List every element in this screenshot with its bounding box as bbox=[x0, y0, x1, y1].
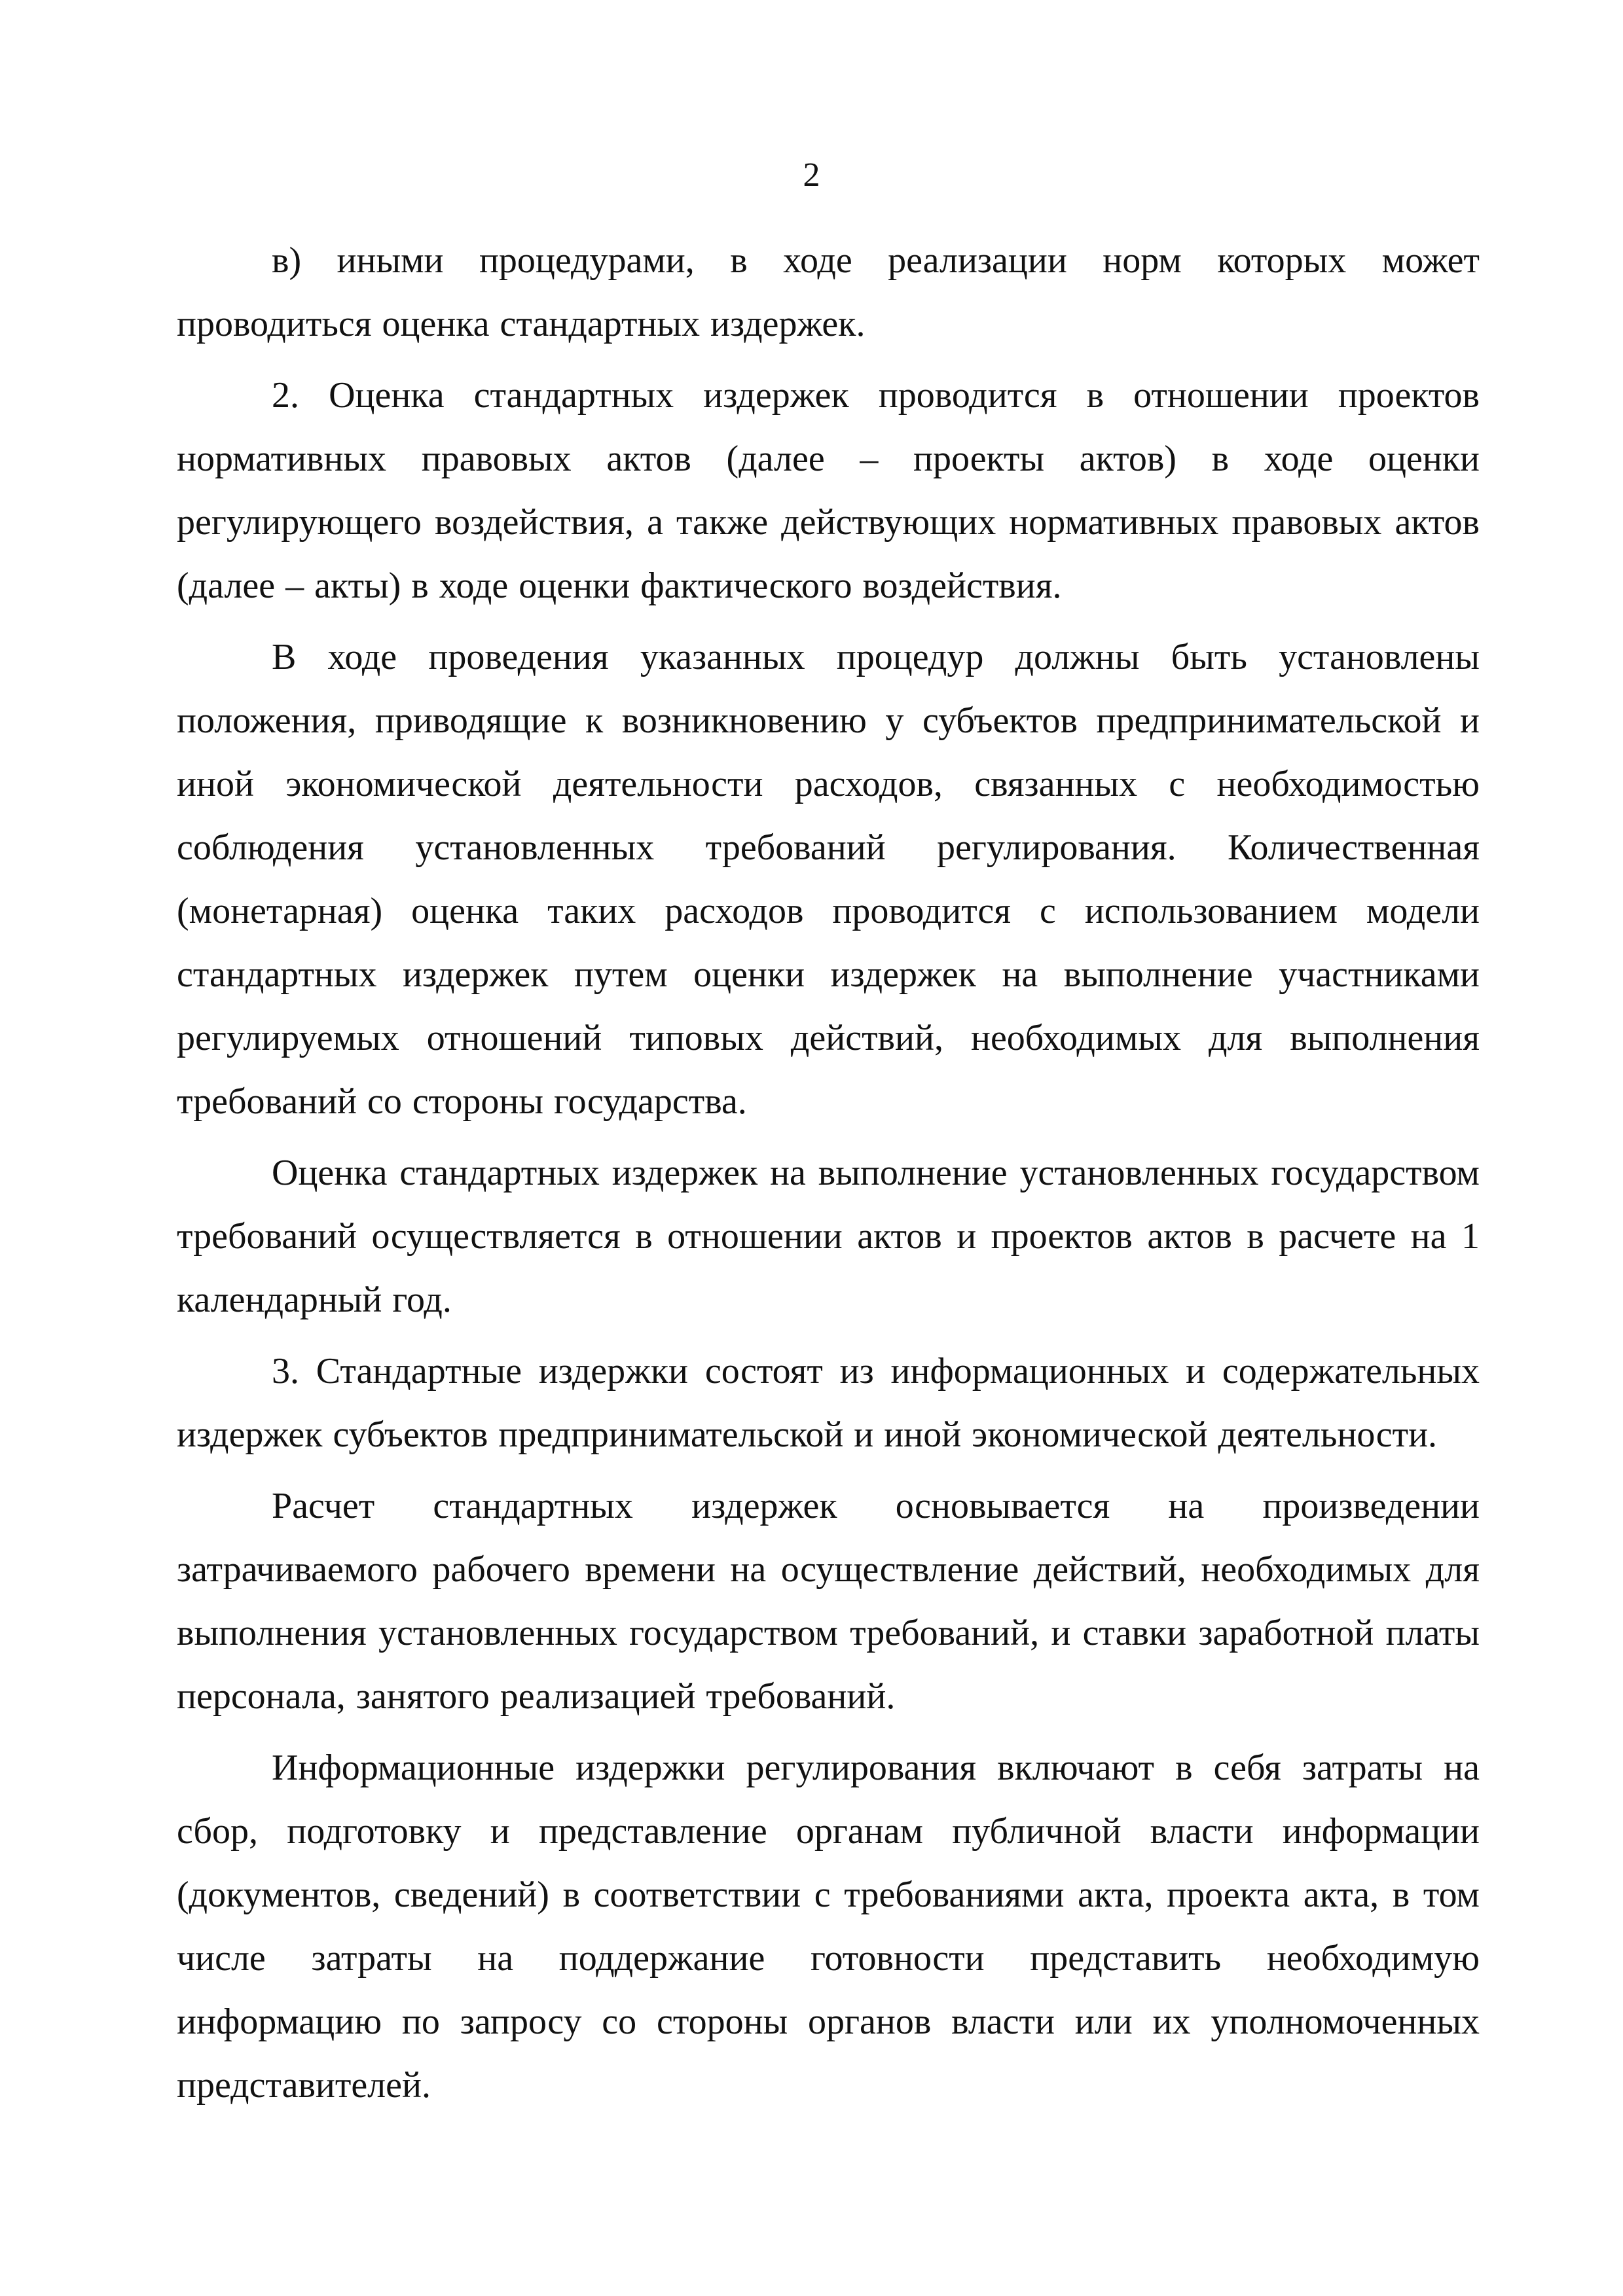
document-body bbox=[177, 229, 1480, 2125]
paragraph-1: в) иными процедурами, в ходе реализации норм которых может проводиться оценка стандартных издержек. bbox=[177, 240, 1480, 344]
paragraph-3: В ходе проведения указанных процедур должны быть установлены положения, приводящие к возникновению у субъектов предпринимательской и иной экономической деятельности расходов, связанных с необходимостью соблюдения установленных требований регулирования. Количественная (монетарная) оценка таких расходов проводится с использованием модели стандартных издержек путем оценки издержек на выполнение участниками регулируемых отношений типовых действий, необходимых для выполнения требований со стороны государства. bbox=[177, 637, 1480, 1122]
paragraph-2: 2. Оценка стандартных издержек проводится в отношении проектов нормативных правовых актов (далее – проекты актов) в ходе оценки регулирующего воздействия, а также действующих нормативных правовых актов (далее – акты) в ходе оценки фактического воздействия. bbox=[177, 375, 1480, 606]
paragraph-7: Информационные издержки регулирования включают в себя затраты на сбор, подготовку и представление органам публичной власти информации (документов, сведений) в соответствии с требованиями акта, проекта акта, в том числе затраты на поддержание готовности представить необходимую информацию по запросу со стороны органов власти или их уполномоченных представителей. bbox=[177, 1748, 1480, 2106]
paragraph-4: Оценка стандартных издержек на выполнение установленных государством требований осуществляется в отношении актов и проектов актов в расчете на 1 календарный год. bbox=[177, 1153, 1480, 1320]
paragraph-5: 3. Стандартные издержки состоят из информационных и содержательных издержек субъектов предпринимательской и иной экономической деятельности. bbox=[177, 1351, 1480, 1455]
page-number: 2 bbox=[803, 156, 820, 194]
paragraph-6: Расчет стандартных издержек основывается на произведении затрачиваемого рабочего времени на осуществление действий, необходимых для выполнения установленных государством требований, и ставки заработной платы персонала, занятого реализацией требований. bbox=[177, 1486, 1480, 1717]
